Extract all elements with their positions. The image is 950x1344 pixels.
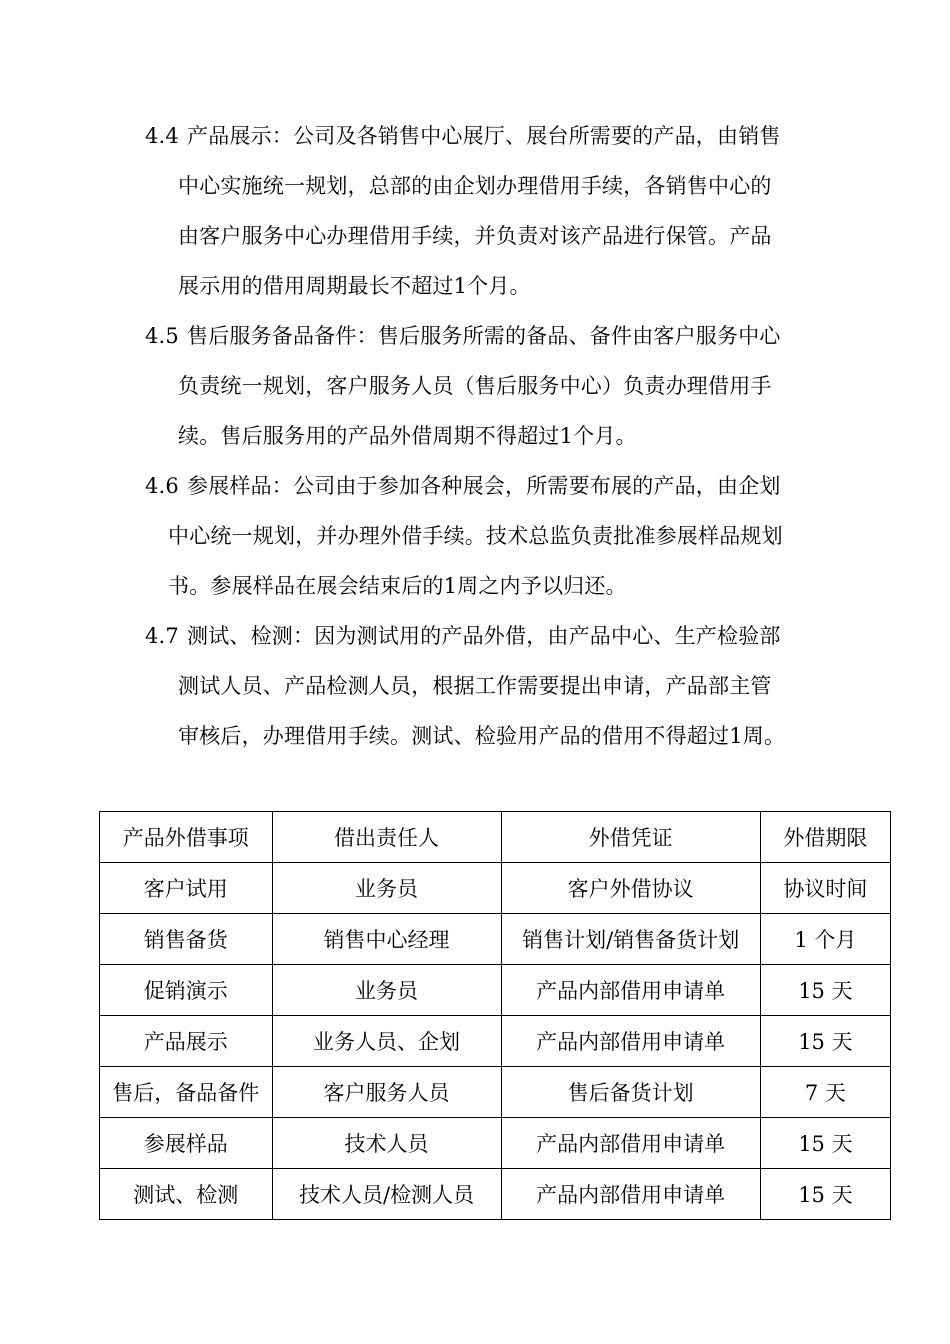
table-row	[100, 1016, 891, 1067]
section-number: 4.6	[145, 474, 179, 498]
table-cell: 产品内部借用申请单	[501, 1118, 760, 1169]
table-row	[100, 1067, 891, 1118]
header-cell: 外借凭证	[501, 812, 760, 863]
table-cell: 技术人员/检测人员	[272, 1169, 501, 1220]
table-row	[100, 965, 891, 1016]
table-cell: 客户试用	[100, 863, 273, 914]
table-cell: 产品内部借用申请单	[501, 1016, 760, 1067]
table-cell: 参展样品	[100, 1118, 273, 1169]
table-cell: 产品展示	[100, 1016, 273, 1067]
product-loan-table	[99, 811, 891, 1220]
table-cell: 技术人员	[272, 1118, 501, 1169]
table-cell: 销售备货	[100, 914, 273, 965]
header-cell: 借出责任人	[272, 812, 501, 863]
section-4-4-line-1	[145, 122, 781, 150]
paragraph-text: 产品展示：公司及各销售中心展厅、展台所需要的产品，由销售	[187, 124, 781, 148]
section-number: 4.7	[145, 624, 179, 648]
table-cell: 客户服务人员	[272, 1067, 501, 1118]
table-cell: 促销演示	[100, 965, 273, 1016]
section-number: 4.5	[145, 324, 179, 348]
table-row	[100, 1118, 891, 1169]
table-cell: 售后，备品备件	[100, 1067, 273, 1118]
table-cell: 15 天	[760, 965, 890, 1016]
table-cell: 业务人员、企划	[272, 1016, 501, 1067]
table-row	[100, 914, 891, 965]
table-row	[100, 863, 891, 914]
table-row	[100, 1169, 891, 1220]
section-4-6-line-2: 中心统一规划，并办理外借手续。技术总监负责批准参展样品规划	[168, 524, 783, 548]
table-cell: 产品内部借用申请单	[501, 965, 760, 1016]
table-cell: 7 天	[760, 1067, 890, 1118]
table-cell: 产品内部借用申请单	[501, 1169, 760, 1220]
section-4-5-line-2: 负责统一规划，客户服务人员（售后服务中心）负责办理借用手	[178, 374, 772, 398]
section-4-5-line-3: 续。售后服务用的产品外借周期不得超过1个月。	[178, 424, 637, 448]
table-cell: 销售计划/销售备货计划	[501, 914, 760, 965]
table-header-row	[100, 812, 891, 863]
section-4-4-line-2: 中心实施统一规划，总部的由企划办理借用手续，各销售中心的	[178, 174, 772, 198]
paragraph-text: 参展样品：公司由于参加各种展会，所需要布展的产品，由企划	[187, 474, 781, 498]
section-4-4-line-3: 由客户服务中心办理借用手续，并负责对该产品进行保管。产品	[178, 224, 772, 248]
table-cell: 协议时间	[760, 863, 890, 914]
header-cell: 外借期限	[760, 812, 890, 863]
paragraph-text: 测试、检测：因为测试用的产品外借，由产品中心、生产检验部	[187, 624, 781, 648]
section-4-6-line-3: 书。参展样品在展会结束后的1周之内予以归还。	[168, 574, 627, 598]
section-number: 4.4	[145, 124, 179, 148]
table-cell: 15 天	[760, 1169, 890, 1220]
table-cell: 售后备货计划	[501, 1067, 760, 1118]
table-cell: 15 天	[760, 1016, 890, 1067]
paragraph-text: 售后服务备品备件：售后服务所需的备品、备件由客户服务中心	[187, 324, 781, 348]
table-cell: 销售中心经理	[272, 914, 501, 965]
section-4-5-line-1	[145, 322, 781, 350]
section-4-4-line-4: 展示用的借用周期最长不超过1个月。	[178, 274, 531, 298]
table-cell: 业务员	[272, 965, 501, 1016]
table-cell: 业务员	[272, 863, 501, 914]
section-4-7-line-1	[145, 622, 781, 650]
table-cell: 测试、检测	[100, 1169, 273, 1220]
section-4-7-line-3: 审核后，办理借用手续。测试、检验用产品的借用不得超过1周。	[178, 724, 786, 748]
section-4-7-line-2: 测试人员、产品检测人员，根据工作需要提出申请，产品部主管	[178, 674, 772, 698]
table-cell: 15 天	[760, 1118, 890, 1169]
section-4-6-line-1	[145, 472, 781, 500]
table-cell: 客户外借协议	[501, 863, 760, 914]
table-cell: 1 个月	[760, 914, 890, 965]
header-cell: 产品外借事项	[100, 812, 273, 863]
